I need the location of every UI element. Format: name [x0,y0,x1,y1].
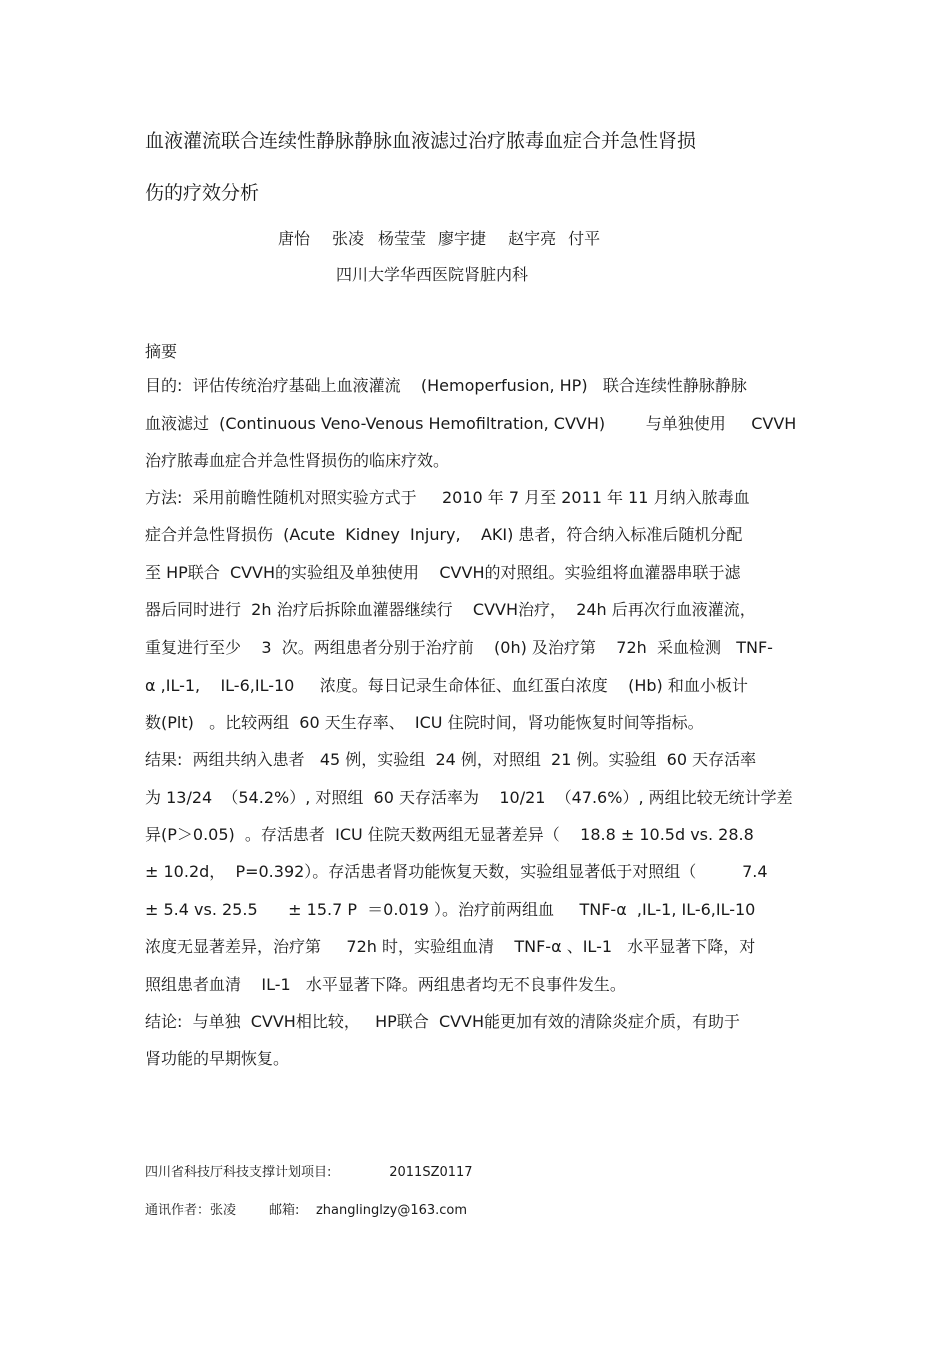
abstract-line: 至 HP联合 CVVH的实验组及单独使用 CVVH的对照组。实验组将血灌器串联于滤 [145,563,741,582]
author: 赵宇亮 [508,229,557,248]
author: 唐怡 [278,229,311,248]
abstract-line: 血液滤过 (Continuous Veno-Venous Hemofiltration, CVVH) 与单独使用 CVVH [145,414,797,433]
abstract-line: 结论: 与单独 CVVH相比较， HP联合 CVVH能更加有效的清除炎症介质，有助于 [145,1012,741,1031]
abstract-line: 方法: 采用前瞻性随机对照实验方式于 2010 年 7 月至 2011 年 11 月纳入脓毒血 [145,488,750,507]
abstract-heading: 摘要 [145,342,178,361]
abstract-line: 结果: 两组共纳入患者 45 例，实验组 24 例，对照组 21 例。实验组 60 天存活率 [145,750,757,769]
author-list [278,226,600,249]
abstract-line: 照组患者血清 IL-1 水平显著下降。两组患者均无不良事件发生。 [145,975,626,994]
title-line-1: 血液灌流联合连续性静脉静脉血液滤过治疗脓毒血症合并急性肾损 [145,130,697,152]
author: 付平 [568,229,601,248]
affiliation: 四川大学华西医院肾脏内科 [336,265,529,284]
abstract-line: 为 13/24 （54.2%）, 对照组 60 天存活率为 10/21 （47.6%）, 两组比较无统计学差 [145,788,793,807]
author: 杨莹莹 [378,229,427,248]
footnote-funding: 四川省科技厅科技支撑计划项目: 2011SZ0117 [145,1165,473,1180]
abstract-line: ± 5.4 vs. 25.5 ± 15.7 P ＝0.019 ）。治疗前两组血 TNF-α ,IL-1, IL-6,IL-10 [145,900,756,919]
title-line-2: 伤的疗效分析 [145,182,260,204]
abstract-line: α ,IL-1, IL-6,IL-10 浓度。每日记录生命体征、血红蛋白浓度 (Hb) 和血小板计 [145,676,748,695]
footnote-contact: 通讯作者：张凌 邮箱: zhanglinglzy@163.com [145,1203,468,1218]
abstract-line: 症合并急性肾损伤 (Acute Kidney Injury, AKI) 患者，符合纳入标准后随机分配 [145,525,743,544]
abstract-line: 异(P＞0.05) 。存活患者 ICU 住院天数两组无显著差异（ 18.8 ± 10.5d vs. 28.8 [145,825,754,844]
abstract-line: ± 10.2d， P=0.392）。存活患者肾功能恢复天数，实验组显著低于对照组（ 7.4 [145,862,768,881]
abstract-line: 浓度无显著差异，治疗第 72h 时，实验组血清 TNF-α 、IL-1 水平显著下降，对 [145,937,756,956]
abstract-line: 治疗脓毒血症合并急性肾损伤的临床疗效。 [145,451,450,470]
abstract-line: 数(Plt) 。比较两组 60 天生存率、 ICU 住院时间，肾功能恢复时间等指标。 [145,713,704,732]
abstract-line: 重复进行至少 3 次。两组患者分别于治疗前 (0h) 及治疗第 72h 采血检测 TNF- [145,638,773,657]
abstract-line: 目的: 评估传统治疗基础上血液灌流 (Hemoperfusion, HP) 联合连续性静脉静脉 [145,376,747,395]
abstract-line: 器后同时进行 2h 治疗后拆除血灌器继续行 CVVH治疗， 24h 后再次行血液灌流， [145,600,756,619]
author: 廖宇捷 [438,229,487,248]
abstract-line: 肾功能的早期恢复。 [145,1049,290,1068]
author: 张凌 [332,229,365,248]
